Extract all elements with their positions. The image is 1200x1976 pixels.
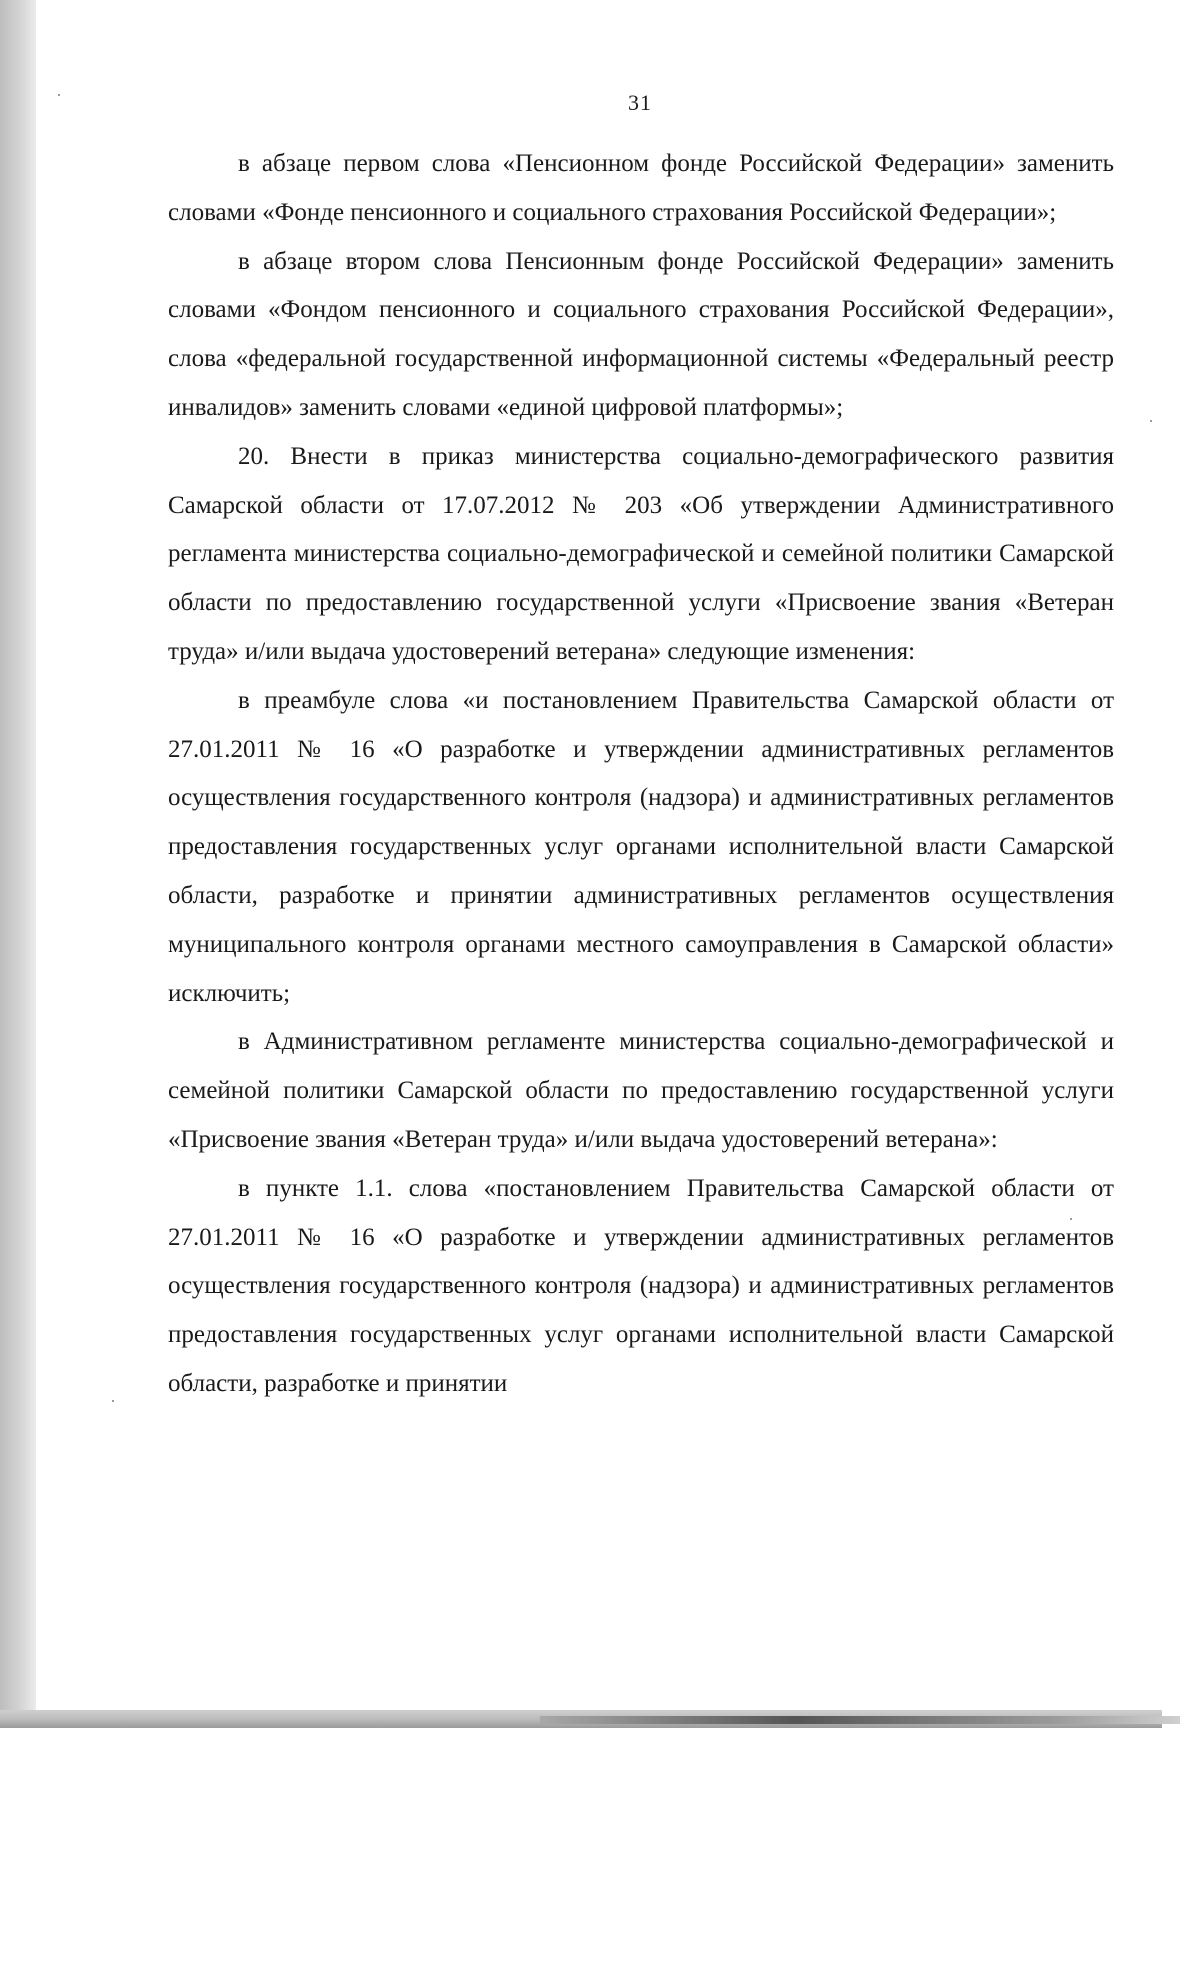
paragraph: 20. Внести в приказ министерства социально-демографического развития Самарской области от 17.07.2012 № 203 «Об утверждении Административного регламента министерства социально-демографической и семейной политики Самарской области по предоставлению государственной услуги «Присвоение звания «Ветеран труда» и/или выдача удостоверений ветерана» следующие изменения: [168, 442, 1114, 665]
paragraph: в абзаце первом слова «Пенсионном фонде Российской Федерации» заменить словами «Фонде пенсионного и социального страхования Российской Федерации»; [168, 150, 1114, 226]
scan-left-shadow [0, 0, 36, 1728]
document-body [168, 140, 1114, 1409]
paragraph: в пункте 1.1. слова «постановлением Правительства Самарской области от 27.01.2011 № 16 «О разработке и утверждении административных регламентов осуществления государственного контроля (надзора) и административных регламентов предоставления государственных услуг органами исполнительной власти Самарской области, разработке и принятии [168, 1174, 1114, 1397]
paragraph: в абзаце втором слова Пенсионным фонде Российской Федерации» заменить словами «Фондом пенсионного и социального страхования Российской Федерации», слова «федеральной государственной информационной системы «Федеральный реестр инвалидов» заменить словами «единой цифровой платформы»; [168, 247, 1114, 421]
scan-speck [1150, 420, 1152, 422]
scan-speck [112, 1400, 114, 1402]
scan-bottom-edge [540, 1716, 1180, 1724]
page-number: 31 [628, 90, 652, 115]
paragraph: в преамбуле слова «и постановлением Правительства Самарской области от 27.01.2011 № 16 «О разработке и утверждении административных регламентов осуществления государственного контроля (надзора) и административных регламентов предоставления государственных услуг органами исполнительной власти Самарской области, разработке и принятии административных регламентов осуществления муниципального контроля органами местного самоуправления в Самарской области» исключить; [168, 686, 1114, 1007]
paragraph: в Административном регламенте министерства социально-демографической и семейной политики Самарской области по предоставлению государственной услуги «Присвоение звания «Ветеран труда» и/или выдача удостоверений ветерана»: [168, 1028, 1114, 1153]
